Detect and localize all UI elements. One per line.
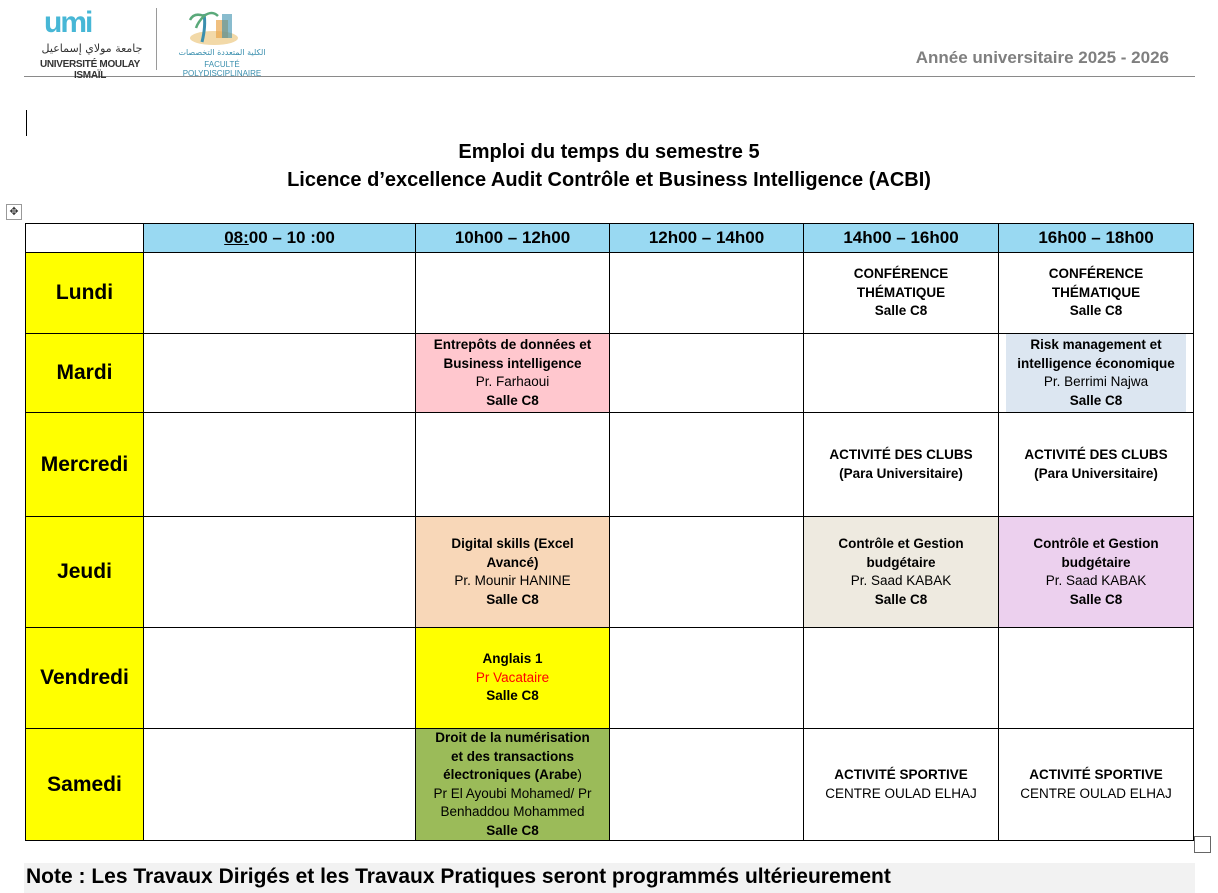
- empty-cell: [416, 413, 610, 517]
- empty-cell: [610, 334, 804, 413]
- course-cell: Contrôle et Gestion budgétaire Pr. Saad KABAK Salle C8: [999, 517, 1194, 628]
- timetable-row: [26, 253, 1194, 334]
- course-cell: Contrôle et Gestion budgétaire Pr. Saad KABAK Salle C8: [804, 517, 999, 628]
- empty-cell: [610, 628, 804, 729]
- timetable-row: [26, 628, 1194, 729]
- empty-cell: [144, 413, 416, 517]
- course-cell: ACTIVITÉ SPORTIVE CENTRE OULAD ELHAJ: [804, 729, 999, 841]
- empty-cell: [144, 334, 416, 413]
- day-label: Vendredi: [26, 628, 144, 729]
- empty-cell: [144, 517, 416, 628]
- umi-logo-french: UNIVERSITÉ MOULAY ISMAÏL: [39, 59, 141, 81]
- slot-header: 08:00 – 10 :00: [144, 224, 416, 253]
- timetable-header-row: [26, 224, 1194, 253]
- course-cell: CONFÉRENCE THÉMATIQUE Salle C8: [999, 253, 1194, 334]
- page-subtitle: Licence d’excellence Audit Contrôle et Business Intelligence (ACBI): [287, 169, 931, 191]
- empty-cell: [144, 729, 416, 841]
- page-title: Emploi du temps du semestre 5: [458, 141, 760, 163]
- text-cursor: [26, 110, 27, 136]
- empty-cell: [144, 253, 416, 334]
- faculty-logo: [170, 8, 274, 78]
- empty-cell: [610, 413, 804, 517]
- course-cell: Risk management et intelligence économique Pr. Berrimi Najwa Salle C8: [999, 334, 1194, 413]
- faculty-logo-french: FACULTÉ POLYDISCIPLINAIRE: [182, 60, 262, 78]
- empty-cell: [804, 628, 999, 729]
- palm-tree-icon: [184, 8, 244, 48]
- course-cell: ACTIVITÉ DES CLUBS (Para Universitaire): [999, 413, 1194, 517]
- timetable-row: [26, 517, 1194, 628]
- corner-cell: [26, 224, 144, 253]
- empty-cell: [610, 729, 804, 841]
- day-label: Jeudi: [26, 517, 144, 628]
- faculty-logo-arabic: الكلية المتعددة التخصصات: [178, 48, 266, 57]
- timetable-row: [26, 413, 1194, 517]
- timetable-row: [26, 334, 1194, 413]
- logo-divider: [156, 8, 157, 70]
- slot-header: 16h00 – 18h00: [999, 224, 1194, 253]
- slot-header: 14h00 – 16h00: [804, 224, 999, 253]
- table-resize-handle[interactable]: [1194, 836, 1211, 853]
- umi-logo-arabic: جامعة مولاي إسماعيل: [41, 42, 143, 55]
- day-label: Samedi: [26, 729, 144, 841]
- day-label: Mardi: [26, 334, 144, 413]
- timetable: [25, 223, 1194, 841]
- empty-cell: [416, 253, 610, 334]
- day-label: Mercredi: [26, 413, 144, 517]
- empty-cell: [804, 334, 999, 413]
- academic-year: Année universitaire 2025 - 2026: [915, 48, 1169, 67]
- empty-cell: [144, 628, 416, 729]
- empty-cell: [610, 253, 804, 334]
- slot-header: 12h00 – 14h00: [610, 224, 804, 253]
- course-cell: ACTIVITÉ DES CLUBS (Para Universitaire): [804, 413, 999, 517]
- course-cell: ACTIVITÉ SPORTIVE CENTRE OULAD ELHAJ: [999, 729, 1194, 841]
- slot-header: 10h00 – 12h00: [416, 224, 610, 253]
- course-cell: CONFÉRENCE THÉMATIQUE Salle C8: [804, 253, 999, 334]
- umi-logo-mark: umi: [44, 6, 92, 39]
- footer-note: Note : Les Travaux Dirigés et les Travaux Pratiques seront programmés ultérieurement: [24, 863, 1195, 893]
- course-cell: Droit de la numérisation et des transactions électroniques (Arabe) Pr El Ayoubi Mohamed/ Pr Benhaddou Mohammed Salle C8: [416, 729, 610, 841]
- page-header: [24, 0, 1195, 81]
- timetable-row: [26, 729, 1194, 841]
- day-label: Lundi: [26, 253, 144, 334]
- table-move-handle-icon[interactable]: ✥: [6, 204, 22, 220]
- empty-cell: [999, 628, 1194, 729]
- course-cell: Entrepôts de données et Business intelligence Pr. Farhaoui Salle C8: [416, 334, 610, 413]
- course-cell: Anglais 1 Pr Vacataire Salle C8: [416, 628, 610, 729]
- umi-logo: [28, 6, 152, 81]
- course-cell: Digital skills (Excel Avancé) Pr. Mounir HANINE Salle C8: [416, 517, 610, 628]
- empty-cell: [610, 517, 804, 628]
